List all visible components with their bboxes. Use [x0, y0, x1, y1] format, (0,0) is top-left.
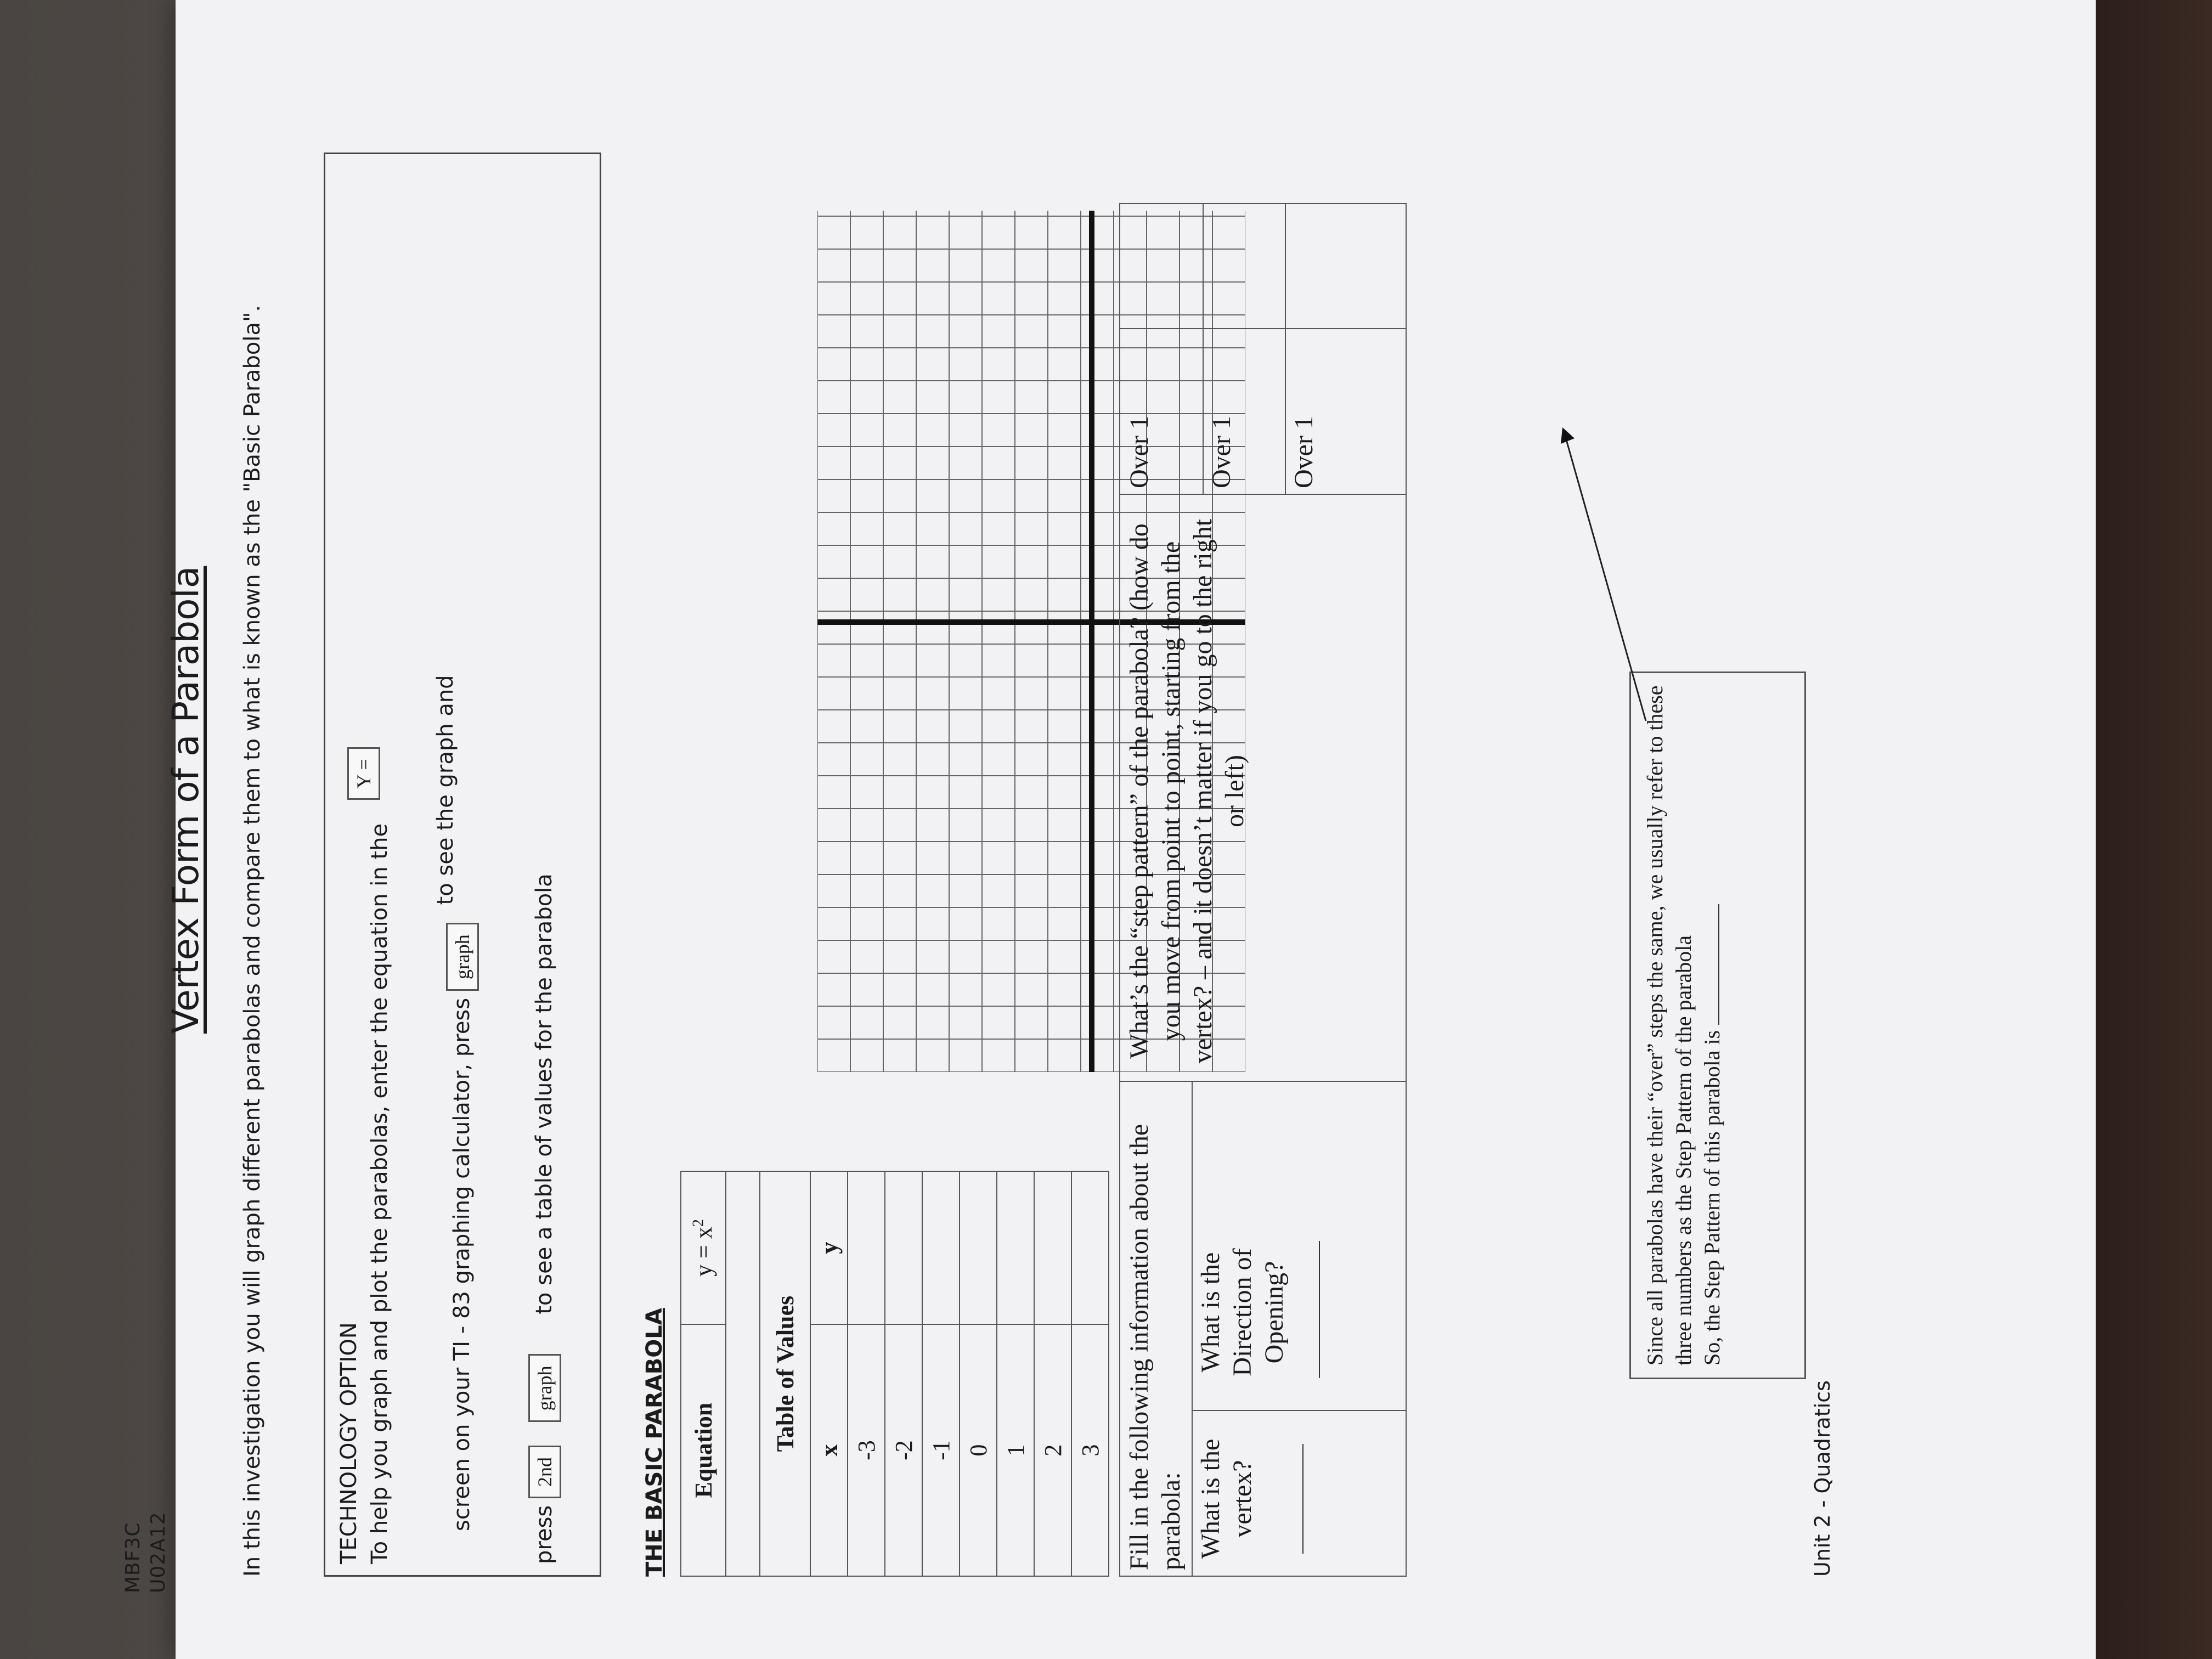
- y-cell[interactable]: [1071, 1171, 1109, 1324]
- unit-code: U02A12: [147, 1511, 170, 1593]
- info-left: [1120, 1081, 1406, 1576]
- divider: [1193, 1410, 1407, 1411]
- technology-line2: [433, 675, 479, 1531]
- technology-heading: TECHNOLOGY OPTION: [336, 1322, 362, 1564]
- info-questions: [1192, 1082, 1407, 1576]
- over-row[interactable]: [1120, 203, 1204, 494]
- second-key: 2nd: [528, 1446, 561, 1498]
- x-value: 2: [1034, 1324, 1071, 1576]
- x-value: -2: [885, 1324, 922, 1576]
- technology-line2b: to see the graph and: [433, 675, 458, 905]
- section-title: THE BASIC PARABOLA: [642, 1308, 667, 1577]
- technology-line1-text: To help you graph and plot the parabolas, enter the equation in the: [367, 823, 392, 1564]
- step-pattern-answer-line[interactable]: [1718, 904, 1719, 1025]
- equation-value: [681, 1171, 726, 1324]
- intro-text: In this investigation you will graph different parabolas and compare them to what is known as the "Basic Parabola".: [240, 304, 265, 1577]
- graph-key: graph: [446, 923, 479, 991]
- y-cell[interactable]: [1034, 1171, 1071, 1324]
- page-title: Vertex Form of a Parabola: [165, 566, 207, 1034]
- info-table: [1119, 203, 1407, 1577]
- col-header-y: y: [810, 1171, 848, 1324]
- vertex-answer-line[interactable]: [1302, 1444, 1304, 1554]
- equation-text: y = x: [690, 1227, 717, 1277]
- x-value: 1: [997, 1324, 1034, 1576]
- step-pattern-cells: [1120, 203, 1406, 495]
- step-pattern-note: [1629, 672, 1806, 1379]
- y-cell[interactable]: [922, 1171, 960, 1324]
- over-row[interactable]: [1203, 203, 1286, 494]
- technology-line3a: press: [532, 1505, 557, 1564]
- vertex-question: What is the vertex?: [1196, 1438, 1257, 1559]
- equation-exponent: 2: [689, 1219, 707, 1227]
- arrow-icon: [1553, 419, 1651, 726]
- step-pattern-question: What’s the “step pattern” of the parabola? (how do you move from point to point, starting from the vertex? – and it doesn’t matter if you go to the right or left): [1125, 518, 1249, 1064]
- y-cell[interactable]: [885, 1171, 922, 1324]
- technology-box: [324, 153, 601, 1577]
- blank-row: [726, 1171, 760, 1576]
- x-value: -3: [848, 1324, 885, 1576]
- x-value: 0: [960, 1324, 997, 1576]
- col-header-x: x: [810, 1324, 848, 1576]
- fill-label: Fill in the following information about the parabola:: [1125, 1124, 1186, 1570]
- over-label: Over 1: [1125, 416, 1154, 488]
- footer-unit: Unit 2 - Quadratics: [1810, 1380, 1835, 1577]
- over-label: Over 1: [1207, 416, 1236, 488]
- over-row[interactable]: [1285, 203, 1406, 494]
- table-title: Table of Values: [760, 1171, 810, 1576]
- technology-line2a: screen on your TI - 83 graphing calculator, press: [449, 997, 475, 1531]
- y-equals-key: Y =: [347, 747, 380, 800]
- direction-answer-line[interactable]: [1319, 1241, 1320, 1378]
- y-cell[interactable]: [997, 1171, 1034, 1324]
- table-of-values: [680, 1171, 1109, 1577]
- direction-question: What is the Direction of Opening?: [1196, 1248, 1289, 1376]
- course-header: [121, 1511, 171, 1593]
- course-code: MBF3C: [122, 1522, 144, 1593]
- equation-label: Equation: [681, 1324, 726, 1576]
- table-surface: [2096, 0, 2212, 1659]
- note-question: [1698, 685, 1726, 1365]
- technology-line3: [528, 873, 561, 1564]
- graph-key-2: graph: [528, 1354, 561, 1422]
- y-cell[interactable]: [960, 1171, 997, 1324]
- note-text: Since all parabolas have their “over” steps the same, we usually refer to these three numbers as the Step Pattern of the parabola: [1643, 685, 1696, 1365]
- x-value: 3: [1071, 1324, 1109, 1576]
- divider: [1120, 328, 1406, 329]
- technology-line3b: to see a table of values for the parabola: [532, 873, 557, 1314]
- note-question-text: So, the Step Pattern of this parabola is: [1700, 1030, 1724, 1365]
- over-label: Over 1: [1289, 416, 1318, 488]
- technology-line1: [353, 747, 397, 1564]
- y-cell[interactable]: [848, 1171, 885, 1324]
- x-value: -1: [922, 1324, 960, 1576]
